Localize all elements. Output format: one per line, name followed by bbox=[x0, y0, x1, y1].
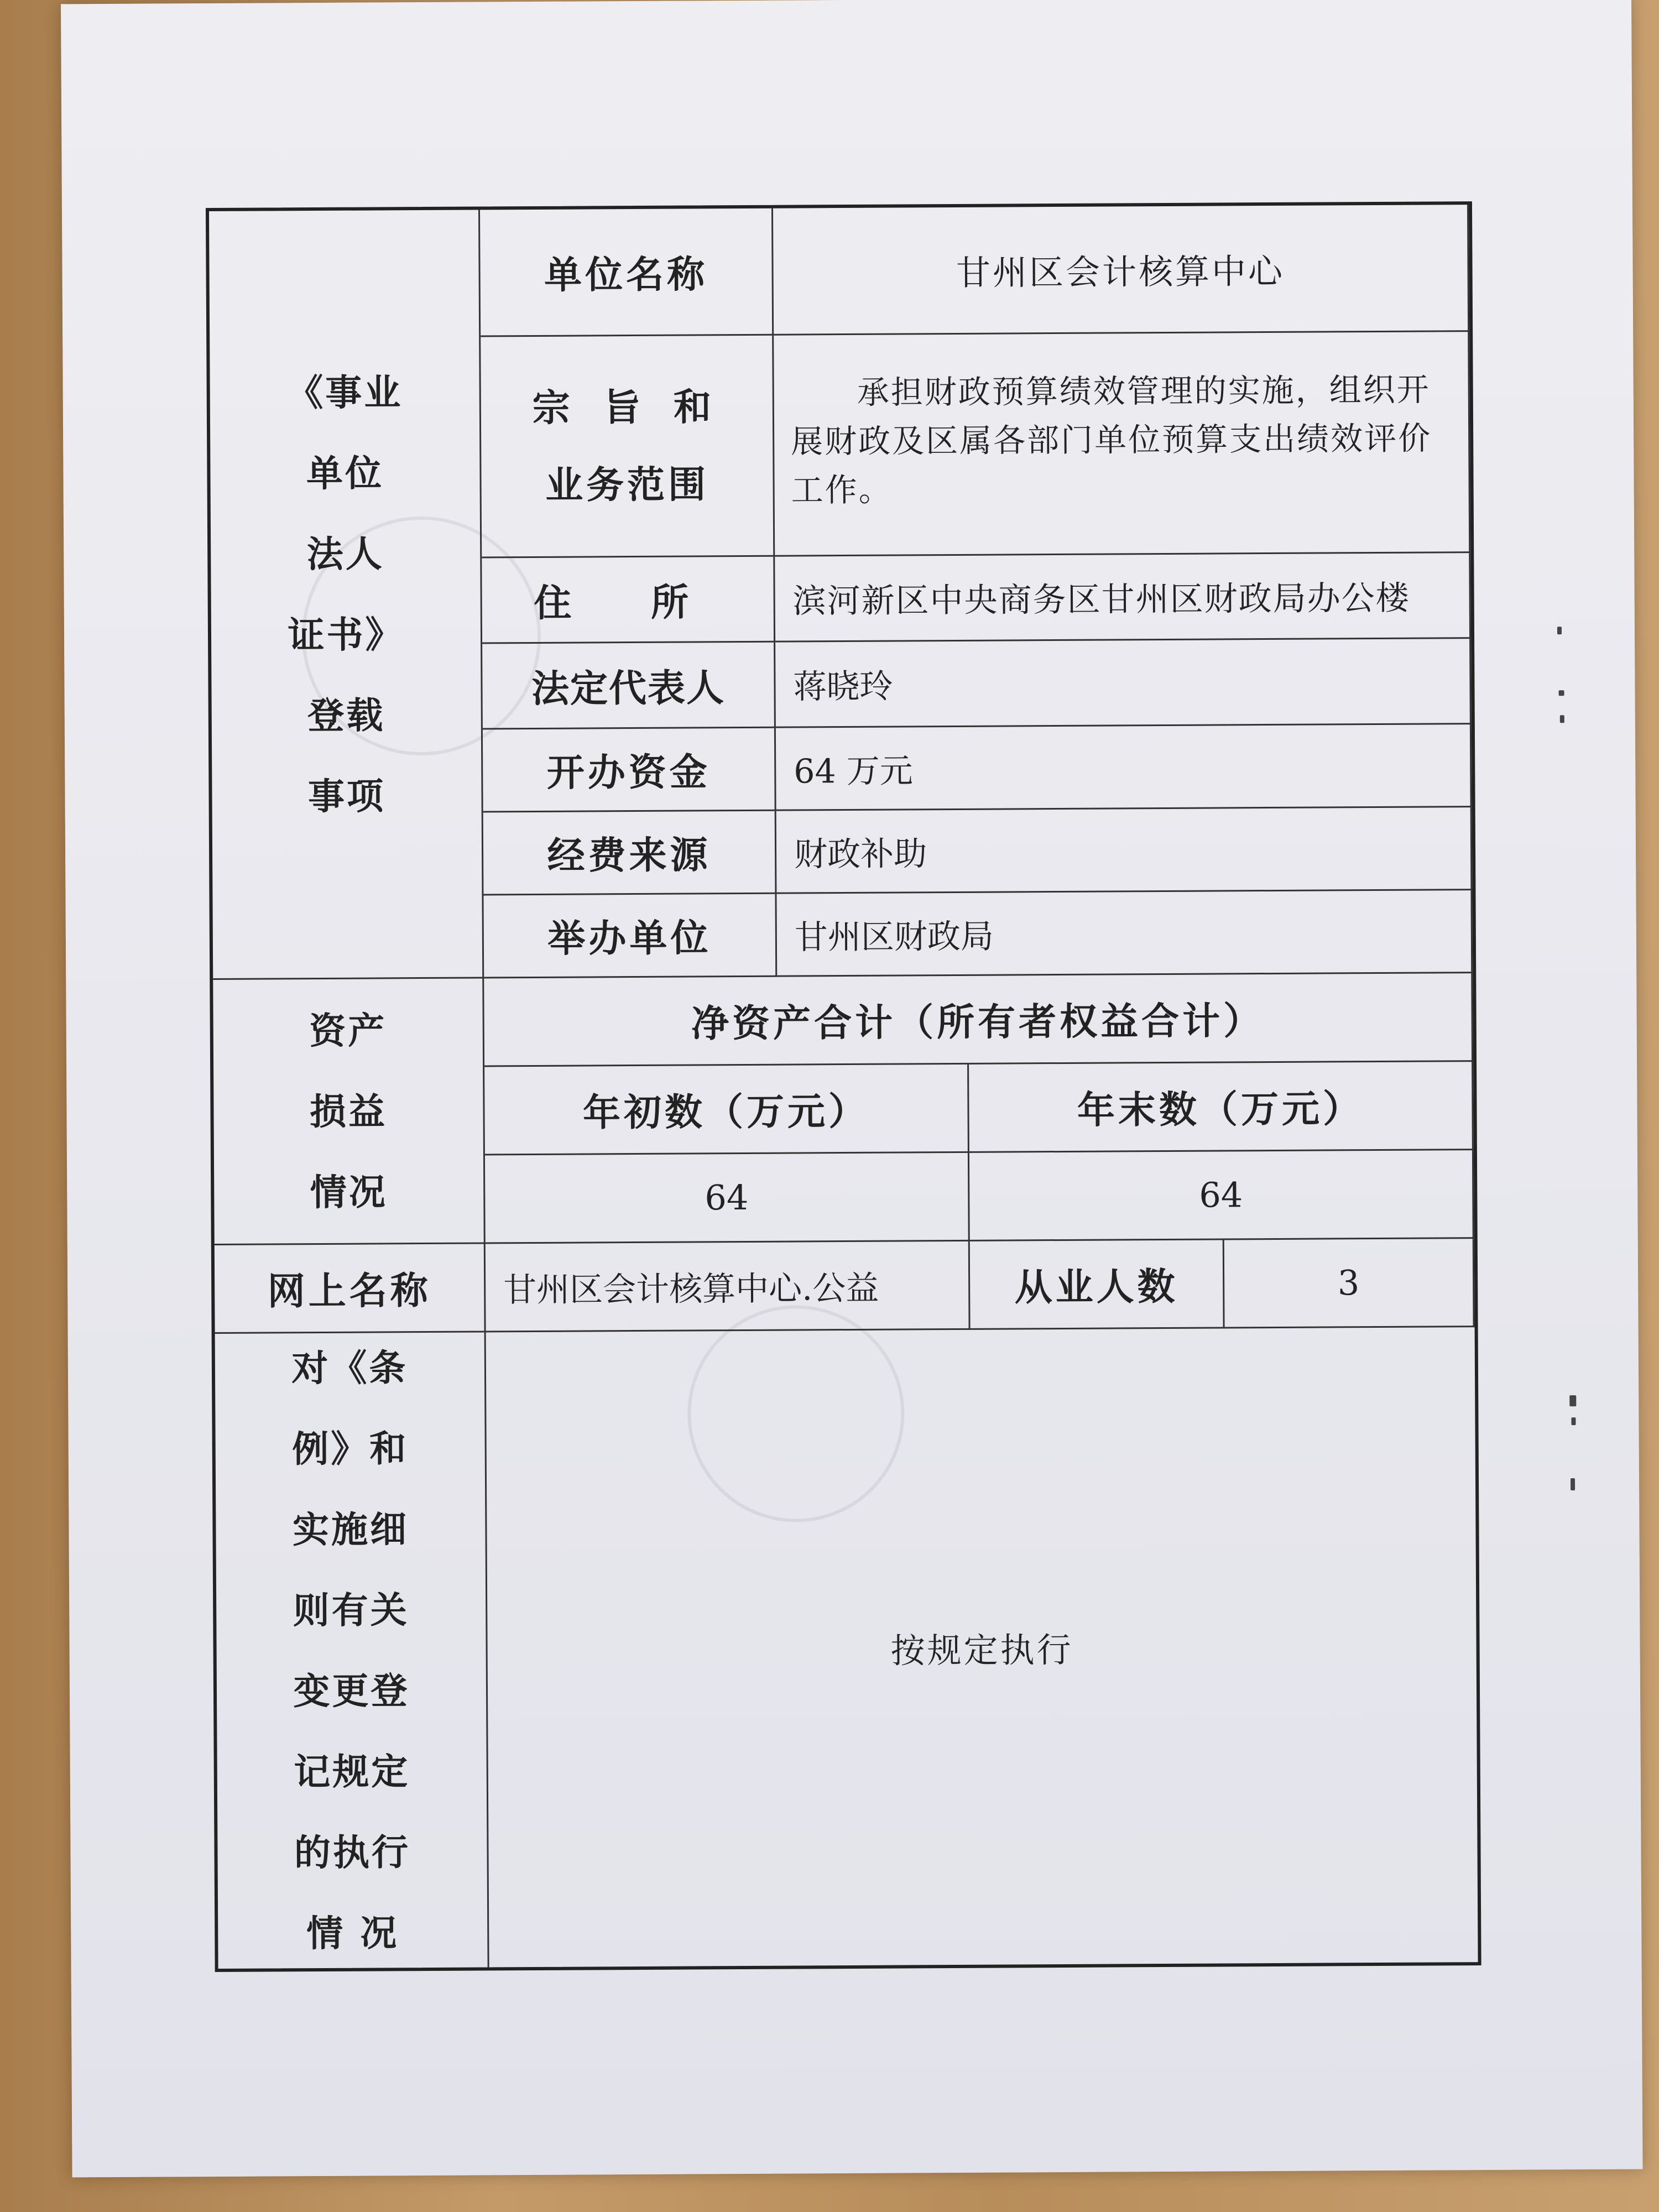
registration-header-line: 事项 bbox=[307, 774, 386, 818]
regulation-header-line: 记规定 bbox=[294, 1750, 410, 1794]
paper-speck bbox=[1569, 1395, 1576, 1406]
staff-count-label: 从业人数 bbox=[970, 1240, 1225, 1329]
paper-speck bbox=[1571, 1478, 1575, 1490]
sponsor-unit-value: 甘州区财政局 bbox=[776, 890, 1473, 977]
assets-header-line: 资产 bbox=[309, 1008, 387, 1052]
paper-sheet bbox=[61, 0, 1643, 2177]
registration-header-line: 《事业 bbox=[286, 370, 403, 414]
registration-header-line: 单位 bbox=[306, 451, 384, 495]
registration-header-line: 登载 bbox=[307, 693, 385, 737]
registration-header-line: 证书》 bbox=[288, 612, 404, 656]
regulation-compliance-header bbox=[215, 1332, 489, 1969]
paper-speck bbox=[1557, 627, 1562, 634]
regulation-header-line: 则有关 bbox=[293, 1588, 409, 1632]
paper-speck bbox=[1571, 1417, 1575, 1425]
assets-header bbox=[213, 978, 486, 1245]
paper-speck bbox=[1559, 690, 1564, 696]
purpose-label-line: 业务范围 bbox=[545, 462, 709, 508]
online-name-label: 网上名称 bbox=[215, 1244, 486, 1334]
unit-name-value: 甘州区会计核算中心 bbox=[773, 205, 1469, 336]
begin-of-year-value: 64 bbox=[485, 1153, 970, 1244]
address-label: 住 所 bbox=[482, 557, 775, 644]
purpose-value: 承担财政预算绩效管理的实施，组织开展财政及区属各部门单位预算支出绩效评价工作。 bbox=[774, 332, 1470, 557]
regulation-header-line: 对《条 bbox=[291, 1346, 408, 1390]
purpose-label bbox=[481, 336, 775, 559]
regulation-header-line: 的执行 bbox=[294, 1830, 411, 1875]
online-name-value: 甘州区会计核算中心.公益 bbox=[486, 1241, 971, 1333]
regulation-header-line: 情 况 bbox=[306, 1911, 399, 1955]
regulation-header-line: 变更登 bbox=[293, 1669, 410, 1713]
registration-items-header bbox=[209, 210, 484, 980]
unit-name-label: 单位名称 bbox=[480, 208, 774, 337]
capital-label: 开办资金 bbox=[483, 728, 776, 813]
registration-form-table bbox=[206, 201, 1481, 1972]
regulation-header-line: 例》和 bbox=[292, 1427, 409, 1471]
capital-value: 64 万元 bbox=[776, 724, 1472, 811]
regulation-header-line: 实施细 bbox=[292, 1507, 409, 1552]
end-of-year-value: 64 bbox=[969, 1150, 1474, 1241]
assets-header-line: 损益 bbox=[309, 1089, 388, 1133]
purpose-label-line: 宗 旨 和 bbox=[532, 384, 722, 430]
funding-source-value: 财政补助 bbox=[776, 807, 1473, 894]
end-of-year-label: 年末数（万元） bbox=[969, 1062, 1474, 1153]
funding-source-label: 经费来源 bbox=[483, 811, 777, 896]
staff-count-value: 3 bbox=[1224, 1239, 1475, 1328]
address-value: 滨河新区中央商务区甘州区财政局办公楼 bbox=[775, 553, 1471, 643]
sponsor-unit-label: 举办单位 bbox=[483, 894, 777, 979]
begin-of-year-label: 年初数（万元） bbox=[484, 1065, 969, 1156]
net-assets-title: 净资产合计（所有者权益合计） bbox=[484, 973, 1473, 1067]
registration-header-line: 法人 bbox=[306, 531, 384, 576]
legal-representative-label: 法定代表人 bbox=[482, 643, 776, 730]
paper-speck bbox=[1560, 715, 1564, 723]
regulation-compliance-value: 按规定执行 bbox=[890, 1629, 1073, 1671]
assets-header-line: 情况 bbox=[310, 1170, 388, 1214]
legal-representative-value: 蒋晓玲 bbox=[775, 639, 1472, 728]
